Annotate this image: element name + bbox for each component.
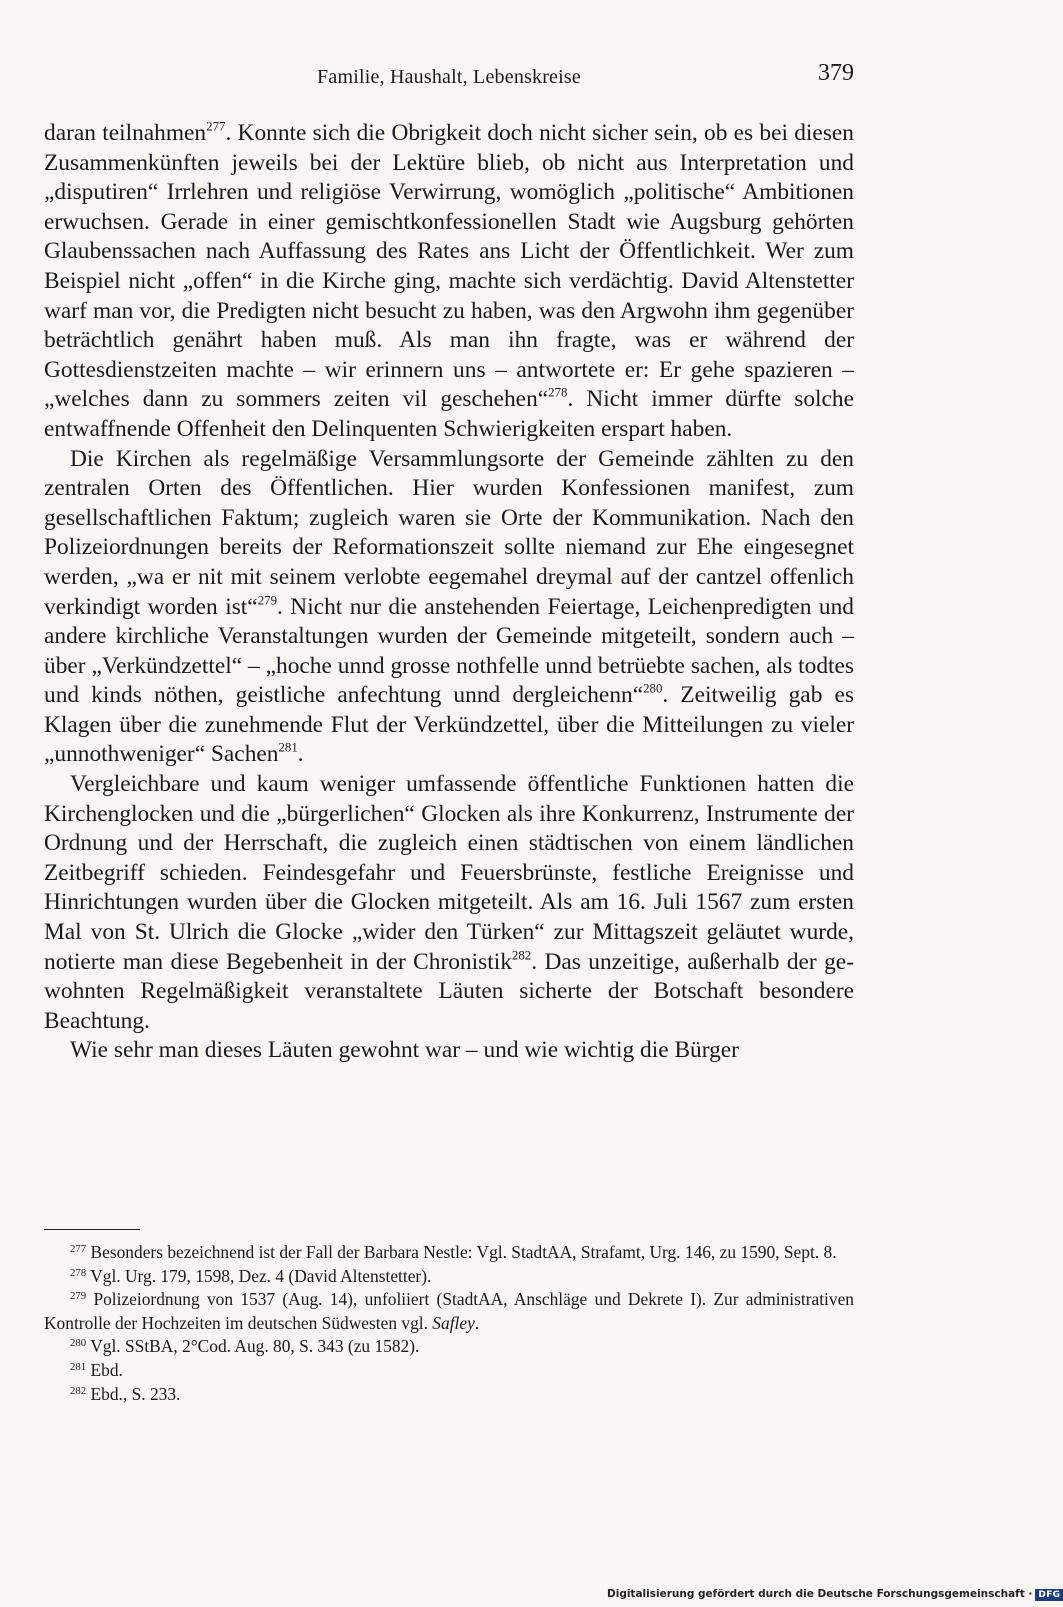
footnote-279: $^{279}$ Polizeiordnung von 1537 (Aug. 14), unfoliiert (StadtAA, Anschläge und Dekrete I). Zur administrativen Kontrolle der Hochzeiten im deutschen Südwesten vgl. Safley. <box>44 1289 854 1333</box>
paragraph-4: Wie sehr man dieses Läuten gewohnt war – und wie wichtig die Bürger <box>70 1037 739 1064</box>
footnote-282: $^{282}$ Ebd., S. 233. <box>70 1383 181 1404</box>
footnote-ref-277[interactable]: 277 <box>206 119 226 134</box>
running-head: Familie, Haushalt, Lebenskreise <box>317 66 581 88</box>
paragraph-2: Die Kirchen als regelmäßige Versammlungsorte der Gemeinde zählten zu den zentralen Orten des Öffentlichen. Hier wurden Konfessionen manifest, zum gesellschaftlichen Faktum; zugleich waren sie Orte der Kommunikation. Nach den Polizeiordnungen bereits der Reformationszeit sollte niemand zur Ehe eingesegnet werden, „wa er nit mit seinem verlobte eegemahel dreymal auf der cantzel offenlich verkindigt worden ist“$^{279}$. Nicht nur die anstehenden Feiertage, Leichenpredigten und andere kirchliche Veranstaltungen wurden der Gemeinde mitgeteilt, sondern auch – über „Verkündzettel“ – „hoche unnd grosse nothfelle unnd betrüebte sachen, als todtes und kinds nöthen, geistliche anfechtung unnd dergleichenn“$^{280}$. Zeitweilig gab es Klagen über die zunehmende Flut der Verkündzettel, über die Mitteilungen zu vieler „unnothweniger“ Sachen$^{281}$. <box>44 445 854 768</box>
page-header <box>44 60 854 96</box>
footnote-separator <box>44 1229 140 1230</box>
digitization-credit: Digitalisierung gefördert durch die Deutsche Forschungsgemeinschaft · DFG <box>607 1588 997 1601</box>
footnote-ref-281[interactable]: 281 <box>278 740 298 755</box>
paragraph-1: daran teilnahmen$^{277}$. Konnte sich die Obrigkeit doch nicht sicher sein, ob es bei diesen Zusammenkünften jeweils bei der Lektüre blieb, ob nicht aus Interpretation und „disputiren“ Irrlehren und religiöse Verwirrung, womöglich „politische“ Ambitionen erwuchsen. Gerade in einer gemischtkonfessionellen Stadt wie Augsburg gehörten Glaubenssachen nach Auffassung des Rates ans Licht der Öffentlichkeit. Wer zum Beispiel nicht „offen“ in die Kirche ging, machte sich verdächtig. David Altenstetter warf man vor, die Predigten nicht besucht zu haben, was den Argwohn ihm gegenüber beträchtlich genährt haben muß. Als man ihn fragte, was er während der Gottesdienstzeiten machte – wir erinnern uns – antwortete er: Er gehe spazieren – „welches dann zu sommers zeiten vil geschehen“$^{278}$. Nicht immer dürfte solche entwaffnende Offenheit den Delinquenten Schwierigkeiten erspart haben. <box>44 119 854 442</box>
footnote-ref-282[interactable]: 282 <box>511 947 532 962</box>
footnote-278: $^{278}$ Vgl. Urg. 179, 1598, Dez. 4 (David Altenstetter). <box>70 1265 432 1286</box>
footnote-ref-280[interactable]: 280 <box>643 681 663 696</box>
main-text <box>44 119 854 1066</box>
footnote-281: $^{281}$ Ebd. <box>70 1359 123 1380</box>
footnote-ref-278[interactable]: 278 <box>548 385 568 400</box>
footnote-280: $^{280}$ Vgl. SStBA, 2°Cod. Aug. 80, S. 343 (zu 1582). <box>70 1336 420 1357</box>
paragraph-3: Vergleichbare und kaum weniger umfassende öffentliche Funktionen hatten die Kirchenglocken und die „bürgerlichen“ Glocken als ihre Konkurrenz, Instrumente der Ordnung und der Herrschaft, die zugleich einen städtischen von einem ländlichen Zeitbegriff schieden. Feindesgefahr und Feuersbrünste, festliche Ereignisse und Hinrichtungen wurden über die Glocken mitgeteilt. Als am 16. Juli 1567 zum ersten Mal von St. Ulrich die Glocke „wider den Türken“ zur Mittagszeit geläutet wurde, notierte man diese Begebenheit in der Chronistik$^{282}$. Das unzeitige, außerhalb der gewohnten Regelmäßigkeit veranstaltete Läuten sicherte der Botschaft besondere Beachtung. <box>44 771 854 1034</box>
footnote-ref-279[interactable]: 279 <box>257 592 277 607</box>
footnote-277: $^{277}$ Besonders bezeichnend ist der Fall der Barbara Nestle: Vgl. StadtAA, Strafamt, Urg. 146, zu 1590, Sept. 8. <box>70 1242 837 1262</box>
footnotes <box>44 1241 854 1406</box>
dfg-logo-icon: DFG <box>1035 1589 1063 1601</box>
page-number: 379 <box>818 60 854 86</box>
